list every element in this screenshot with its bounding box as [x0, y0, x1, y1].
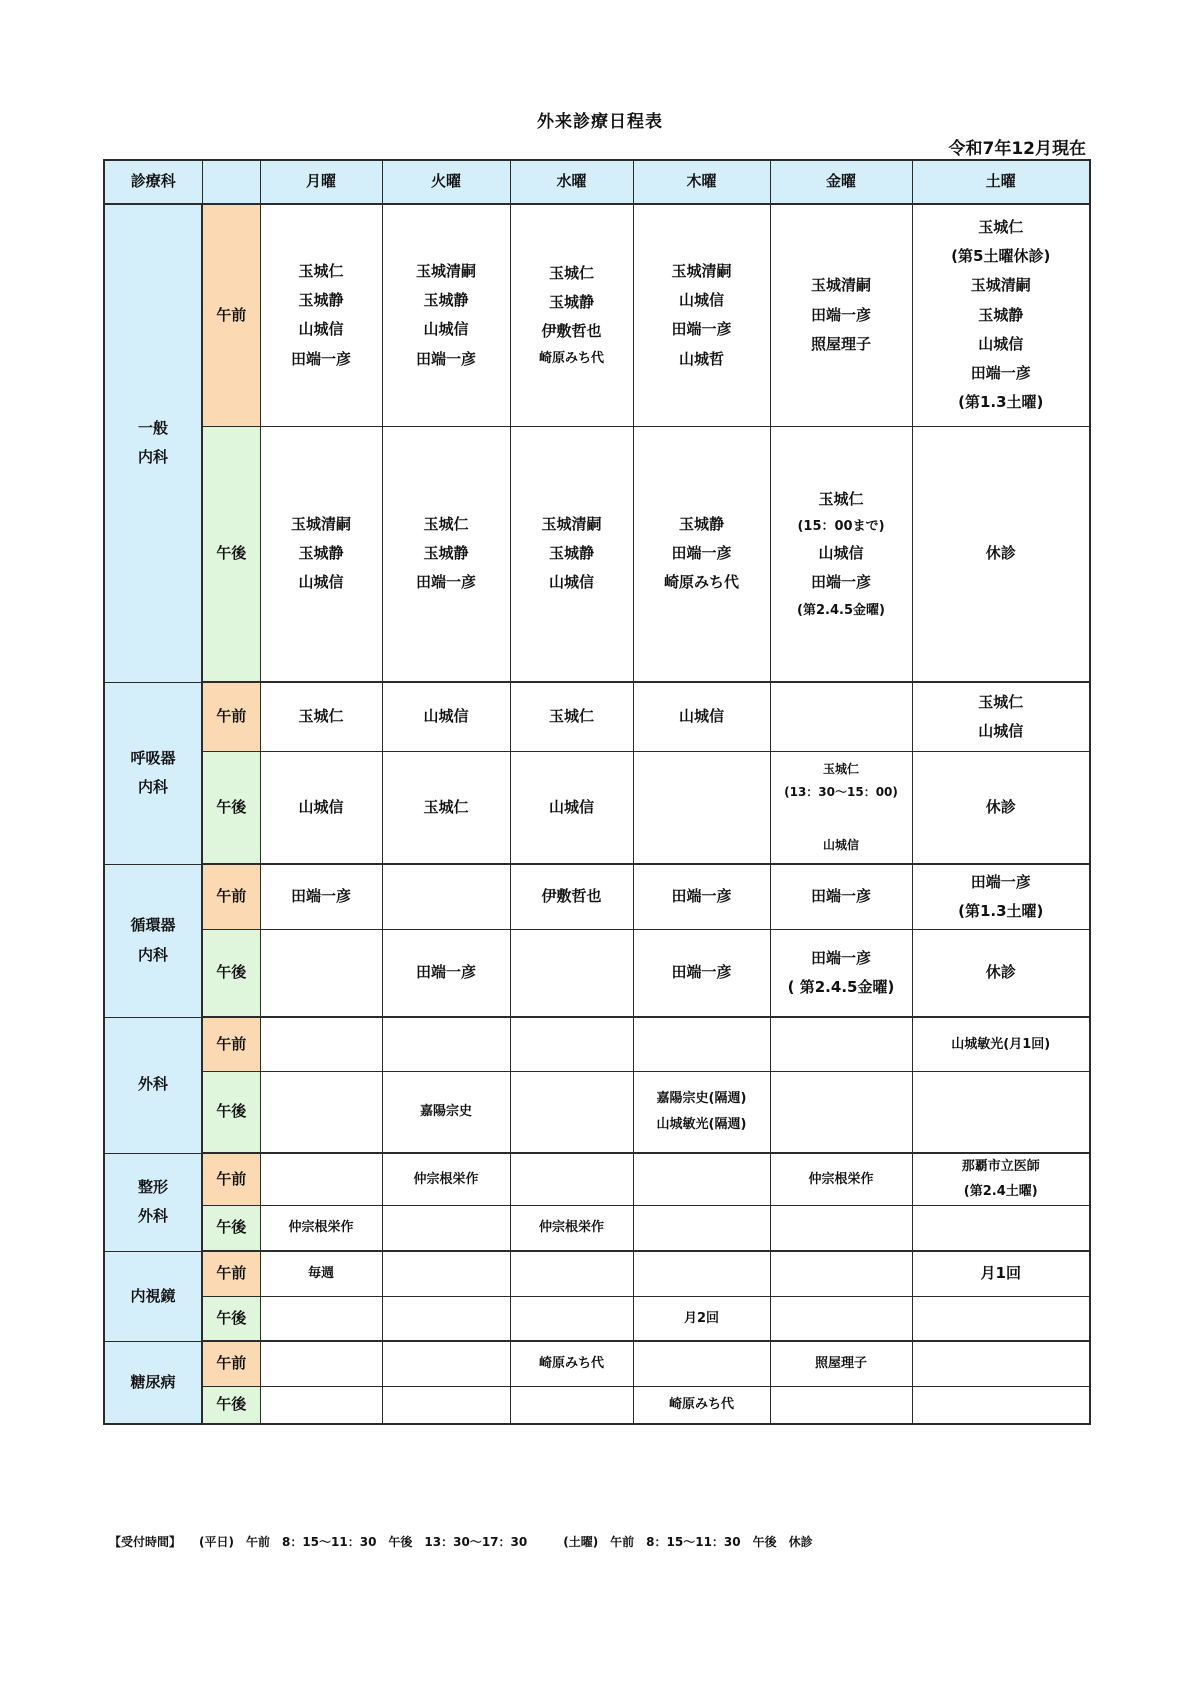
schedule-cell-thu [633, 1017, 770, 1071]
schedule-cell-tue [382, 1205, 510, 1251]
doctor-name: 玉城静 [978, 305, 1024, 324]
doctor-name: 山城信 [298, 320, 344, 339]
schedule-cell-sat [912, 204, 1090, 426]
doctor-name: 玉城仁 [818, 489, 864, 508]
doctor-name: 田端一彦 [671, 887, 732, 906]
schedule-cell-thu [633, 751, 770, 864]
schedule-cell-tue [382, 204, 510, 426]
schedule-cell-wed [510, 1341, 633, 1386]
doctor-name: 山城信 [548, 797, 594, 816]
doctor-name: 山城信 [818, 544, 864, 563]
schedule-cell-wed [510, 1017, 633, 1071]
period-morning: 午前 [202, 864, 260, 929]
schedule-cell-thu [633, 864, 770, 929]
schedule-cell-sat [912, 1296, 1090, 1341]
doctor-name: 休診 [985, 797, 1016, 816]
schedule-cell-sat [912, 1071, 1090, 1153]
doctor-name: ( 第2.4.5金曜) [787, 977, 895, 996]
schedule-cell-tue [382, 1296, 510, 1341]
schedule-body [104, 204, 1090, 1424]
doctor-name: 玉城静 [548, 544, 594, 563]
schedule-cell-fri [770, 1153, 912, 1205]
schedule-cell-fri [770, 682, 912, 751]
department-name: 呼吸器 [130, 748, 176, 767]
schedule-row [104, 929, 1090, 1017]
schedule-row [104, 864, 1090, 929]
doctor-name: 崎原みち代 [538, 351, 604, 367]
as-of-date: 令和7年12月現在 [948, 139, 1086, 159]
schedule-cell-thu [633, 426, 770, 682]
doctor-name: 山城敏光(隔週) [656, 1116, 747, 1132]
schedule-cell-mon [260, 1386, 382, 1424]
schedule-cell-fri [770, 864, 912, 929]
schedule-cell-tue [382, 864, 510, 929]
schedule-cell-thu [633, 1205, 770, 1251]
period-morning: 午前 [202, 1251, 260, 1296]
header-tuesday: 火曜 [382, 160, 510, 204]
schedule-cell-wed [510, 864, 633, 929]
schedule-cell-tue [382, 929, 510, 1017]
schedule-cell-fri [770, 1341, 912, 1386]
doctor-name: 玉城仁 [978, 217, 1024, 236]
period-afternoon: 午後 [202, 751, 260, 864]
schedule-cell-wed [510, 1251, 633, 1296]
doctor-name: 田端一彦 [671, 963, 732, 982]
period-afternoon: 午後 [202, 1071, 260, 1153]
doctor-name: 休診 [985, 963, 1016, 982]
doctor-name: 田端一彦 [810, 887, 871, 906]
schedule-row [104, 1205, 1090, 1251]
schedule-cell-thu [633, 1153, 770, 1205]
doctor-name: 玉城清嗣 [290, 514, 351, 533]
schedule-table [103, 159, 1091, 1425]
reception-hours: 【受付時間】 (平日) 午前 8：15～11：30 午後 13：30～17：30 (土曜) 午前 8：15～11：30 午後 休診 [109, 1535, 813, 1549]
schedule-cell-fri [770, 1296, 912, 1341]
schedule-row [104, 751, 1090, 864]
doctor-name: 田端一彦 [415, 349, 476, 368]
period-afternoon: 午後 [202, 1386, 260, 1424]
doctor-name: 玉城清嗣 [541, 514, 602, 533]
schedule-cell-mon [260, 1153, 382, 1205]
department-name: 糖尿病 [130, 1372, 176, 1391]
doctor-name: 毎週 [307, 1266, 334, 1282]
doctor-name: 照屋理子 [814, 1356, 867, 1372]
schedule-cell-thu [633, 929, 770, 1017]
period-afternoon: 午後 [202, 1205, 260, 1251]
department-name: 内科 [137, 778, 168, 796]
schedule-cell-mon [260, 204, 382, 426]
doctor-name: 嘉陽宗史(隔週) [656, 1091, 747, 1107]
schedule-cell-tue [382, 426, 510, 682]
doctor-name: 玉城静 [298, 291, 344, 309]
doctor-name: 嘉陽宗史 [419, 1104, 472, 1120]
schedule-cell-mon [260, 1017, 382, 1071]
period-morning: 午前 [202, 1017, 260, 1071]
doctor-name: 田端一彦 [970, 872, 1031, 891]
schedule-cell-sat [912, 1341, 1090, 1386]
doctor-name: 玉城静 [423, 291, 469, 309]
doctor-name: 山城敏光(月1回) [951, 1036, 1051, 1052]
department-name: 内視鏡 [130, 1286, 176, 1305]
schedule-cell-fri [770, 1017, 912, 1071]
schedule-cell-mon [260, 426, 382, 682]
schedule-cell-sat [912, 1153, 1090, 1205]
schedule-cell-fri [770, 751, 912, 864]
schedule-row [104, 1341, 1090, 1386]
doctor-name: 玉城清嗣 [415, 261, 476, 280]
department-cell [104, 1251, 202, 1341]
doctor-name: 山城信 [822, 837, 859, 852]
schedule-cell-tue [382, 1341, 510, 1386]
doctor-name: (第1.3土曜) [958, 901, 1044, 920]
period-afternoon: 午後 [202, 1296, 260, 1341]
header-friday: 金曜 [770, 160, 912, 204]
doctor-name: 玉城仁 [548, 263, 594, 282]
doctor-name: 田端一彦 [671, 320, 732, 339]
schedule-cell-wed [510, 1386, 633, 1424]
doctor-name: 玉城清嗣 [810, 276, 871, 295]
doctor-name: 仲宗根栄作 [413, 1171, 479, 1187]
page-title: 外来診療日程表 [537, 112, 663, 132]
doctor-name: 伊敷哲也 [541, 322, 602, 341]
doctor-name: 玉城仁 [423, 797, 469, 816]
period-morning: 午前 [202, 204, 260, 426]
doctor-name: 玉城静 [423, 544, 469, 563]
doctor-name: 月2回 [683, 1310, 720, 1326]
schedule-row [104, 1071, 1090, 1153]
doctor-name: 仲宗根栄作 [538, 1220, 604, 1236]
department-cell [104, 682, 202, 864]
schedule-cell-sat [912, 929, 1090, 1017]
doctor-name: 休診 [985, 544, 1016, 563]
doctor-name: 玉城仁 [298, 707, 344, 726]
department-cell [104, 1153, 202, 1251]
doctor-name: 仲宗根栄作 [808, 1171, 874, 1187]
doctor-name: (第1.3土曜) [958, 393, 1044, 412]
schedule-cell-mon [260, 1296, 382, 1341]
doctor-name: 崎原みち代 [663, 573, 739, 592]
doctor-name: 玉城清嗣 [970, 276, 1031, 295]
schedule-cell-mon [260, 864, 382, 929]
schedule-cell-tue [382, 1153, 510, 1205]
schedule-cell-thu [633, 1296, 770, 1341]
department-name: 循環器 [130, 916, 176, 935]
doctor-name: 山城信 [978, 334, 1024, 353]
doctor-name: 崎原みち代 [668, 1397, 734, 1413]
schedule-cell-tue [382, 1071, 510, 1153]
schedule-row [104, 1386, 1090, 1424]
department-name: 外科 [137, 1075, 168, 1094]
doctor-name: 山城信 [678, 291, 724, 309]
department-cell [104, 1017, 202, 1153]
schedule-cell-wed [510, 682, 633, 751]
schedule-cell-sat [912, 1205, 1090, 1251]
schedule-cell-thu [633, 1341, 770, 1386]
department-cell [104, 864, 202, 1017]
doctor-name: 田端一彦 [290, 887, 351, 906]
schedule-cell-sat [912, 864, 1090, 929]
schedule-cell-fri [770, 1251, 912, 1296]
schedule-cell-tue [382, 1251, 510, 1296]
doctor-name: 玉城仁 [423, 514, 469, 533]
schedule-row [104, 1296, 1090, 1341]
schedule-row [104, 1251, 1090, 1296]
doctor-name: 山城信 [298, 797, 344, 816]
doctor-name: 照屋理子 [810, 334, 871, 353]
doctor-name: 田端一彦 [810, 948, 871, 967]
schedule-cell-tue [382, 682, 510, 751]
doctor-name: (13：30～15：00) [784, 784, 898, 799]
period-afternoon: 午後 [202, 426, 260, 682]
schedule-cell-mon [260, 1341, 382, 1386]
doctor-name: 伊敷哲也 [541, 887, 602, 906]
schedule-cell-thu [633, 682, 770, 751]
schedule-cell-wed [510, 1071, 633, 1153]
header-row [104, 160, 1090, 204]
schedule-cell-fri [770, 929, 912, 1017]
schedule-cell-fri [770, 426, 912, 682]
doctor-name: 玉城仁 [822, 761, 859, 776]
doctor-name: 山城哲 [678, 349, 724, 368]
schedule-cell-mon [260, 1071, 382, 1153]
schedule-cell-sat [912, 1251, 1090, 1296]
schedule-cell-fri [770, 204, 912, 426]
doctor-name: 山城信 [423, 320, 469, 339]
doctor-name: 田端一彦 [970, 364, 1031, 383]
schedule-cell-thu [633, 1071, 770, 1153]
schedule-cell-mon [260, 751, 382, 864]
schedule-cell-thu [633, 1251, 770, 1296]
header-period [202, 160, 260, 204]
doctor-name: (15：00まで) [797, 518, 885, 534]
department-name: 外科 [137, 1207, 168, 1226]
doctor-name: 田端一彦 [810, 573, 871, 592]
schedule-row [104, 1153, 1090, 1205]
header-monday: 月曜 [260, 160, 382, 204]
doctor-name: 玉城清嗣 [671, 261, 732, 280]
doctor-name: (第2.4土曜) [963, 1184, 1038, 1200]
department-name: 内科 [137, 945, 168, 964]
doctor-name: 田端一彦 [290, 349, 351, 368]
doctor-name: 玉城仁 [978, 692, 1024, 711]
department-name: 内科 [137, 448, 168, 467]
schedule-cell-tue [382, 1017, 510, 1071]
schedule-cell-sat [912, 1386, 1090, 1424]
schedule-cell-sat [912, 426, 1090, 682]
schedule-cell-mon [260, 682, 382, 751]
header-thursday: 木曜 [633, 160, 770, 204]
doctor-name: (第5土曜休診) [951, 247, 1051, 266]
schedule-cell-fri [770, 1071, 912, 1153]
doctor-name: 山城信 [548, 573, 594, 592]
doctor-name: 崎原みち代 [538, 1356, 604, 1372]
department-cell [104, 1341, 202, 1424]
schedule-cell-sat [912, 751, 1090, 864]
header-saturday: 土曜 [912, 160, 1090, 204]
schedule-row [104, 204, 1090, 426]
schedule-cell-mon [260, 929, 382, 1017]
doctor-name: 山城信 [678, 707, 724, 726]
schedule-cell-wed [510, 1205, 633, 1251]
period-afternoon: 午後 [202, 929, 260, 1017]
schedule-cell-wed [510, 426, 633, 682]
doctor-name: 山城信 [298, 573, 344, 592]
schedule-cell-wed [510, 1153, 633, 1205]
header-wednesday: 水曜 [510, 160, 633, 204]
schedule-row [104, 682, 1090, 751]
department-name: 整形 [137, 1177, 168, 1196]
department-name: 一般 [137, 419, 168, 437]
department-cell [104, 204, 202, 682]
doctor-name: 玉城仁 [548, 707, 594, 726]
schedule-row [104, 426, 1090, 682]
schedule-row [104, 1017, 1090, 1071]
schedule-cell-wed [510, 204, 633, 426]
schedule-cell-tue [382, 1386, 510, 1424]
doctor-name: 田端一彦 [415, 963, 476, 982]
header-department: 診療科 [104, 160, 202, 204]
schedule-cell-tue [382, 751, 510, 864]
doctor-name: 玉城仁 [298, 261, 344, 280]
schedule-cell-fri [770, 1205, 912, 1251]
doctor-name: 田端一彦 [671, 544, 732, 563]
doctor-name: 玉城静 [678, 514, 724, 533]
doctor-name: 山城信 [978, 721, 1024, 740]
doctor-name: 那覇市立医師 [961, 1159, 1040, 1174]
doctor-name: 玉城静 [298, 544, 344, 563]
doctor-name [771, 804, 912, 833]
doctor-name: 玉城静 [548, 292, 594, 311]
schedule-cell-thu [633, 1386, 770, 1424]
schedule-cell-wed [510, 1296, 633, 1341]
schedule-cell-mon [260, 1205, 382, 1251]
schedule-cell-sat [912, 1017, 1090, 1071]
doctor-name: 田端一彦 [810, 305, 871, 324]
doctor-name: 山城信 [423, 707, 469, 726]
schedule-cell-thu [633, 204, 770, 426]
schedule-cell-fri [770, 1386, 912, 1424]
doctor-name: 田端一彦 [415, 573, 476, 592]
schedule-cell-sat [912, 682, 1090, 751]
doctor-name: (第2.4.5金曜) [797, 602, 885, 618]
schedule-cell-wed [510, 751, 633, 864]
period-morning: 午前 [202, 682, 260, 751]
doctor-name: 仲宗根栄作 [288, 1220, 354, 1236]
doctor-name: 月1回 [980, 1264, 1021, 1283]
period-morning: 午前 [202, 1153, 260, 1205]
period-morning: 午前 [202, 1341, 260, 1386]
schedule-cell-wed [510, 929, 633, 1017]
schedule-cell-mon [260, 1251, 382, 1296]
